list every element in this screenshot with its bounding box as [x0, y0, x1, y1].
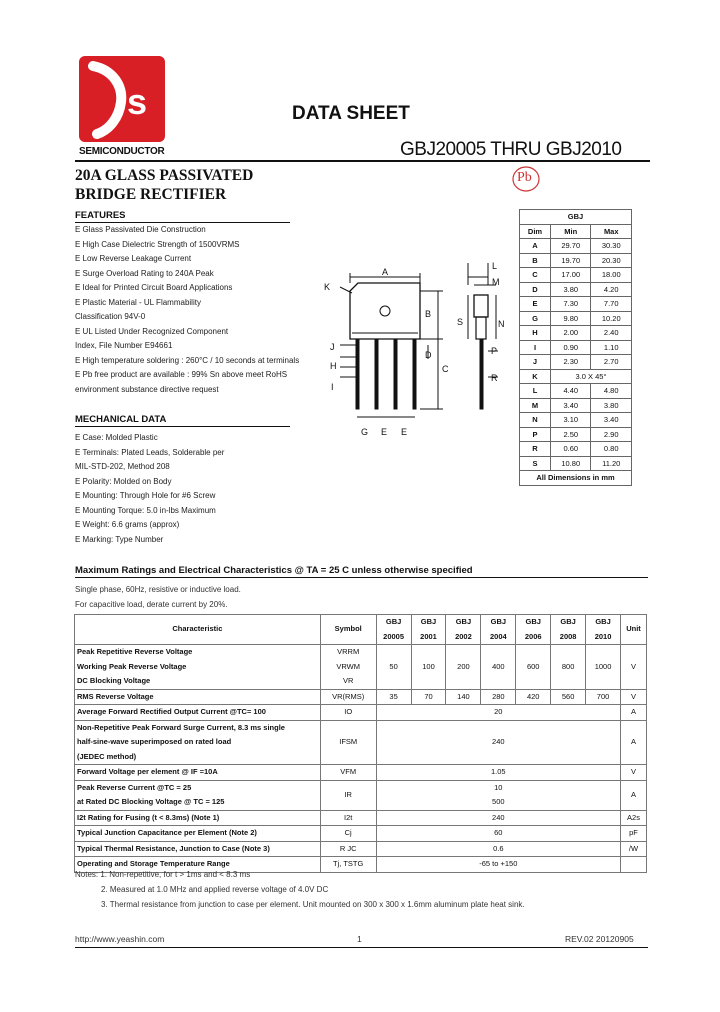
- param-label: Working Peak Reverse Voltage: [77, 661, 187, 671]
- feature-item: Ε Pb free product are available : 99% Sn above meet RoHS: [75, 370, 288, 379]
- dim-cell: 2.90: [591, 427, 632, 442]
- part-number: 20005: [383, 631, 405, 641]
- dim-label-l: L: [492, 261, 498, 271]
- value-cell: 0.6: [376, 841, 620, 857]
- dim-cell: 7.70: [591, 297, 632, 312]
- dim-label-d: D: [425, 350, 432, 360]
- dim-cell: 7.30: [551, 297, 591, 312]
- part-prefix: GBJ: [595, 617, 611, 626]
- param-label: at Rated DC Blocking Voltage @ TC = 125: [77, 797, 225, 806]
- dim-cell: 0.90: [551, 340, 591, 355]
- col-part: [376, 615, 411, 645]
- dim-cell: 30.30: [591, 239, 632, 254]
- feature-item: Index, File Number E94661: [75, 341, 173, 350]
- features-list: [75, 223, 299, 397]
- logo-mark-icon: [79, 56, 165, 142]
- dim-cell: 0.80: [591, 442, 632, 457]
- table-header-row: [75, 615, 647, 645]
- table-row: [75, 841, 647, 857]
- dim-cell: 10.20: [591, 311, 632, 326]
- dim-cell: N: [520, 413, 551, 428]
- col-part: [586, 615, 621, 645]
- value-cell: 1000: [586, 645, 621, 690]
- page-number: 1: [357, 934, 362, 944]
- param-label: half-sine-wave superimposed on rated load: [77, 737, 232, 746]
- dim-cell: D: [520, 282, 551, 297]
- mechanical-item: Ε Weight: 6.6 grams (approx): [75, 520, 180, 529]
- table-row: [520, 340, 632, 355]
- param-symbol: VRWM: [336, 661, 360, 671]
- dim-cell: 3.10: [551, 413, 591, 428]
- param-symbol: IR: [320, 780, 376, 810]
- param-label: I2t Rating for Fusing (t < 8.3ms) (Note 1): [75, 810, 321, 826]
- table-row: [520, 456, 632, 471]
- unit-cell: A2s: [621, 810, 647, 826]
- note-item: 2. Measured at 1.0 MHz and applied reverse voltage of 4.0V DC: [101, 885, 329, 894]
- value-cell: 60: [376, 826, 620, 842]
- value-cell: 280: [481, 689, 516, 705]
- part-range-title: GBJ20005 THRU GBJ2010: [400, 139, 622, 160]
- part-number: 2004: [489, 631, 507, 641]
- param-symbol: I2t: [320, 810, 376, 826]
- dim-cell: 4.20: [591, 282, 632, 297]
- table-row: [520, 384, 632, 399]
- table-row: [520, 413, 632, 428]
- mechanical-item: Ε Marking: Type Number: [75, 534, 164, 544]
- dim-cell: 3.40: [591, 413, 632, 428]
- table-row: [75, 780, 647, 810]
- dim-cell: 18.00: [591, 268, 632, 283]
- param-symbol: VR(RMS): [320, 689, 376, 705]
- logo-text: SEMICONDUCTOR: [79, 146, 165, 157]
- mechanical-item: Ε Polarity: Molded on Body: [75, 476, 172, 486]
- table-row: [75, 645, 647, 690]
- feature-item: Ε Ideal for Printed Circuit Board Applications: [75, 283, 233, 292]
- part-prefix: GBJ: [560, 617, 576, 626]
- dim-label-c: C: [442, 364, 449, 374]
- table-row: [520, 442, 632, 457]
- table-row: [520, 427, 632, 442]
- param-symbol: VFM: [320, 765, 376, 781]
- ratings-rule: [75, 577, 648, 578]
- table-row: [75, 705, 647, 721]
- table-row: [520, 311, 632, 326]
- param-label: Peak Repetitive Reverse Voltage: [77, 647, 193, 656]
- table-row: [520, 268, 632, 283]
- unit-cell: A: [621, 720, 647, 765]
- dim-label-e2: E: [401, 427, 408, 437]
- value-cell: 800: [551, 645, 586, 690]
- features-heading: FEATURES: [75, 210, 126, 221]
- table-row: [75, 720, 647, 765]
- dim-cell: J: [520, 355, 551, 370]
- param-symbol: R JC: [320, 841, 376, 857]
- mechanical-item: MIL-STD-202, Method 208: [75, 462, 170, 471]
- ratings-note-1: Single phase, 60Hz, resistive or inductive load.: [75, 585, 241, 594]
- table-row: [75, 765, 647, 781]
- dim-cell: 2.00: [551, 326, 591, 341]
- param-label: DC Blocking Voltage: [77, 676, 151, 685]
- mechanical-item: Ε Terminals: Plated Leads, Solderable per: [75, 447, 225, 457]
- feature-item: Ε High temperature soldering : 260°C / 10 seconds at terminals: [75, 355, 300, 365]
- product-title-line1: 20A GLASS PASSIVATED: [75, 167, 254, 184]
- pb-free-mark: [511, 165, 541, 193]
- dim-cell: S: [520, 456, 551, 471]
- dim-cell: E: [520, 297, 551, 312]
- param-label: Typical Thermal Resistance, Junction to Case (Note 3): [75, 841, 321, 857]
- dim-label-a: A: [382, 267, 389, 277]
- value-cell: -65 to +150: [376, 857, 620, 873]
- dim-cell: H: [520, 326, 551, 341]
- value-cell: 700: [586, 689, 621, 705]
- part-number: 2010: [594, 631, 612, 641]
- header-divider: [75, 160, 650, 162]
- value-cell: 200: [446, 645, 481, 690]
- table-row: [520, 253, 632, 268]
- param-label: Average Forward Rectified Output Current @TC= 100: [75, 705, 321, 721]
- document-title: DATA SHEET: [292, 103, 410, 124]
- table-row: [520, 355, 632, 370]
- mechanical-item: Ε Case: Molded Plastic: [75, 433, 158, 442]
- dim-cell: 4.80: [591, 384, 632, 399]
- table-row: [520, 369, 632, 384]
- product-title-line2: BRIDGE RECTIFIER: [75, 186, 227, 203]
- value-cell: 35: [376, 689, 411, 705]
- param-symbol: Cj: [320, 826, 376, 842]
- dim-col-header: Min: [551, 224, 591, 239]
- svg-text:s: s: [127, 81, 148, 122]
- pb-label: Pb: [517, 170, 532, 185]
- unit-cell: V: [621, 689, 647, 705]
- value-cell: 240: [376, 810, 620, 826]
- value-cell: 20: [376, 705, 620, 721]
- param-symbol: VR: [342, 676, 354, 685]
- value-cell: 560: [551, 689, 586, 705]
- param-label: (JEDEC method): [77, 751, 137, 761]
- value-cell: 240: [376, 720, 620, 765]
- ratings-title: Maximum Ratings and Electrical Characteristics @ TA = 25 C unless otherwise specified: [75, 565, 473, 576]
- dim-cell: 2.70: [591, 355, 632, 370]
- product-title: [75, 166, 253, 204]
- dim-cell: A: [520, 239, 551, 254]
- value-cell: 10: [494, 782, 503, 792]
- param-label: Forward Voltage per element @ IF =10A: [75, 765, 321, 781]
- dim-cell: 29.70: [551, 239, 591, 254]
- mechanical-list: [75, 431, 224, 547]
- dim-package-header: GBJ: [520, 210, 632, 225]
- param-symbol: IO: [320, 705, 376, 721]
- footer-rule: [75, 947, 648, 948]
- dim-label-p: P: [491, 346, 498, 356]
- table-row: [520, 239, 632, 254]
- dim-cell: 19.70: [551, 253, 591, 268]
- param-symbol: IFSM: [320, 720, 376, 765]
- company-logo: [79, 56, 165, 142]
- dim-col-header: Max: [591, 224, 632, 239]
- part-prefix: GBJ: [525, 617, 541, 626]
- unit-cell: V: [621, 765, 647, 781]
- param-symbol: Tj, TSTG: [320, 857, 376, 873]
- ratings-note-2: For capacitive load, derate current by 20%.: [75, 600, 228, 609]
- col-part: [411, 615, 446, 645]
- unit-cell: V: [621, 645, 647, 690]
- part-number: 2006: [524, 631, 542, 641]
- unit-cell: pF: [621, 826, 647, 842]
- value-cell: 50: [376, 645, 411, 690]
- unit-cell: A: [621, 705, 647, 721]
- dim-cell: L: [520, 384, 551, 399]
- dim-label-b: B: [425, 309, 432, 319]
- dim-label-i: I: [331, 382, 334, 392]
- dim-cell: G: [520, 311, 551, 326]
- dim-label-m: M: [492, 277, 500, 287]
- table-row: [75, 826, 647, 842]
- table-row: [75, 810, 647, 826]
- feature-item: Ε Low Reverse Leakage Current: [75, 254, 192, 263]
- value-cell: 500: [492, 797, 505, 806]
- ratings-table: [74, 614, 647, 873]
- param-label: Non-Repetitive Peak Forward Surge Current, 8.3 ms single: [77, 722, 285, 732]
- feature-item: environment substance directive request: [75, 384, 219, 394]
- part-number: 2002: [455, 631, 472, 641]
- part-prefix: GBJ: [455, 617, 472, 626]
- dim-cell: 4.40: [551, 384, 591, 399]
- dim-label-j: J: [330, 342, 335, 352]
- dim-cell: 3.40: [551, 398, 591, 413]
- dim-cell: 2.30: [551, 355, 591, 370]
- dimensions-table: [519, 209, 632, 486]
- mechanical-heading: MECHANICAL DATA: [75, 414, 167, 425]
- dim-cell: I: [520, 340, 551, 355]
- note-item: Notes: 1. Non-repetitive, for t > 1ms and < 8.3 ms: [75, 870, 251, 879]
- part-prefix: GBJ: [385, 617, 402, 626]
- part-number: 2001: [420, 631, 437, 641]
- dim-cell: 11.20: [591, 456, 632, 471]
- unit-cell: A: [621, 780, 647, 810]
- package-outline-diagram: [318, 255, 513, 445]
- value-cell: 140: [446, 689, 481, 705]
- dim-label-g: G: [361, 427, 369, 437]
- feature-item: Classification 94V-0: [75, 312, 146, 321]
- value-cell: 400: [481, 645, 516, 690]
- mechanical-item: Ε Mounting Torque: 5.0 in-lbs Maximum: [75, 505, 216, 515]
- part-prefix: GBJ: [490, 617, 507, 626]
- dim-cell: 3.80: [551, 282, 591, 297]
- feature-item: Ε UL Listed Under Recognized Component: [75, 326, 229, 336]
- value-cell: 420: [516, 689, 551, 705]
- note-item: 3. Thermal resistance from junction to case per element. Unit mounted on 300 x 300 x 1.6mm aluminum plate heat sink.: [101, 900, 525, 909]
- dim-cell: K: [520, 369, 551, 384]
- dim-cell: C: [520, 268, 551, 283]
- param-label: Peak Reverse Current @TC = 25: [77, 782, 192, 792]
- dim-label-r: R: [491, 373, 498, 383]
- dim-cell: R: [520, 442, 551, 457]
- col-part: [481, 615, 516, 645]
- value-cell: 600: [516, 645, 551, 690]
- dim-cell: 3.80: [591, 398, 632, 413]
- dim-cell: 9.80: [551, 311, 591, 326]
- value-cell: 70: [411, 689, 446, 705]
- table-row: [520, 398, 632, 413]
- param-symbol: VRRM: [337, 647, 360, 656]
- mechanical-item: Ε Mounting: Through Hole for #6 Screw: [75, 491, 216, 500]
- revision-label: REV.02 20120905: [565, 934, 634, 944]
- dim-cell: 2.50: [551, 427, 591, 442]
- dim-cell: 1.10: [591, 340, 632, 355]
- col-unit: Unit: [621, 615, 647, 645]
- feature-item: Ε Plastic Material - UL Flammability: [75, 297, 201, 307]
- dim-label-k: K: [324, 282, 331, 292]
- mechanical-rule: [75, 426, 290, 427]
- value-cell: 1.05: [376, 765, 620, 781]
- dim-cell: 2.40: [591, 326, 632, 341]
- param-label: Typical Junction Capacitance per Element (Note 2): [75, 826, 321, 842]
- col-part: [516, 615, 551, 645]
- dim-label-s: S: [457, 317, 464, 327]
- notes-block: [75, 867, 525, 912]
- table-row: [520, 326, 632, 341]
- dim-footer: All Dimensions in mm: [520, 471, 632, 486]
- col-part: [446, 615, 481, 645]
- dim-label-n: N: [498, 319, 505, 329]
- part-number: 2008: [559, 631, 577, 641]
- table-row: [520, 282, 632, 297]
- dim-cell: M: [520, 398, 551, 413]
- dim-cell: 10.80: [551, 456, 591, 471]
- unit-cell: /W: [621, 841, 647, 857]
- dim-cell: 20.30: [591, 253, 632, 268]
- dim-col-header: Dim: [520, 224, 551, 239]
- dim-cell: P: [520, 427, 551, 442]
- feature-item: Ε Surge Overload Rating to 240A Peak: [75, 268, 214, 278]
- dim-label-e1: E: [381, 427, 388, 437]
- dim-cell: 3.0 X 45°: [551, 369, 632, 384]
- part-prefix: GBJ: [420, 617, 437, 626]
- col-characteristic: Characteristic: [75, 615, 321, 645]
- unit-cell: [621, 857, 647, 873]
- param-label: Operating and Storage Temperature Range: [75, 857, 321, 873]
- dim-cell: 17.00: [551, 268, 591, 283]
- dim-label-h: H: [330, 361, 337, 371]
- dim-cell: B: [520, 253, 551, 268]
- footer-url[interactable]: http://www.yeashin.com: [75, 934, 165, 944]
- col-part: [551, 615, 586, 645]
- feature-item: Ε High Case Dielectric Strength of 1500VRMS: [75, 239, 240, 249]
- table-row: [75, 689, 647, 705]
- param-label: RMS Reverse Voltage: [75, 689, 321, 705]
- table-row: [520, 297, 632, 312]
- value-cell: 100: [411, 645, 446, 690]
- col-symbol: Symbol: [320, 615, 376, 645]
- feature-item: Ε Glass Passivated Die Construction: [75, 225, 206, 234]
- dim-cell: 0.60: [551, 442, 591, 457]
